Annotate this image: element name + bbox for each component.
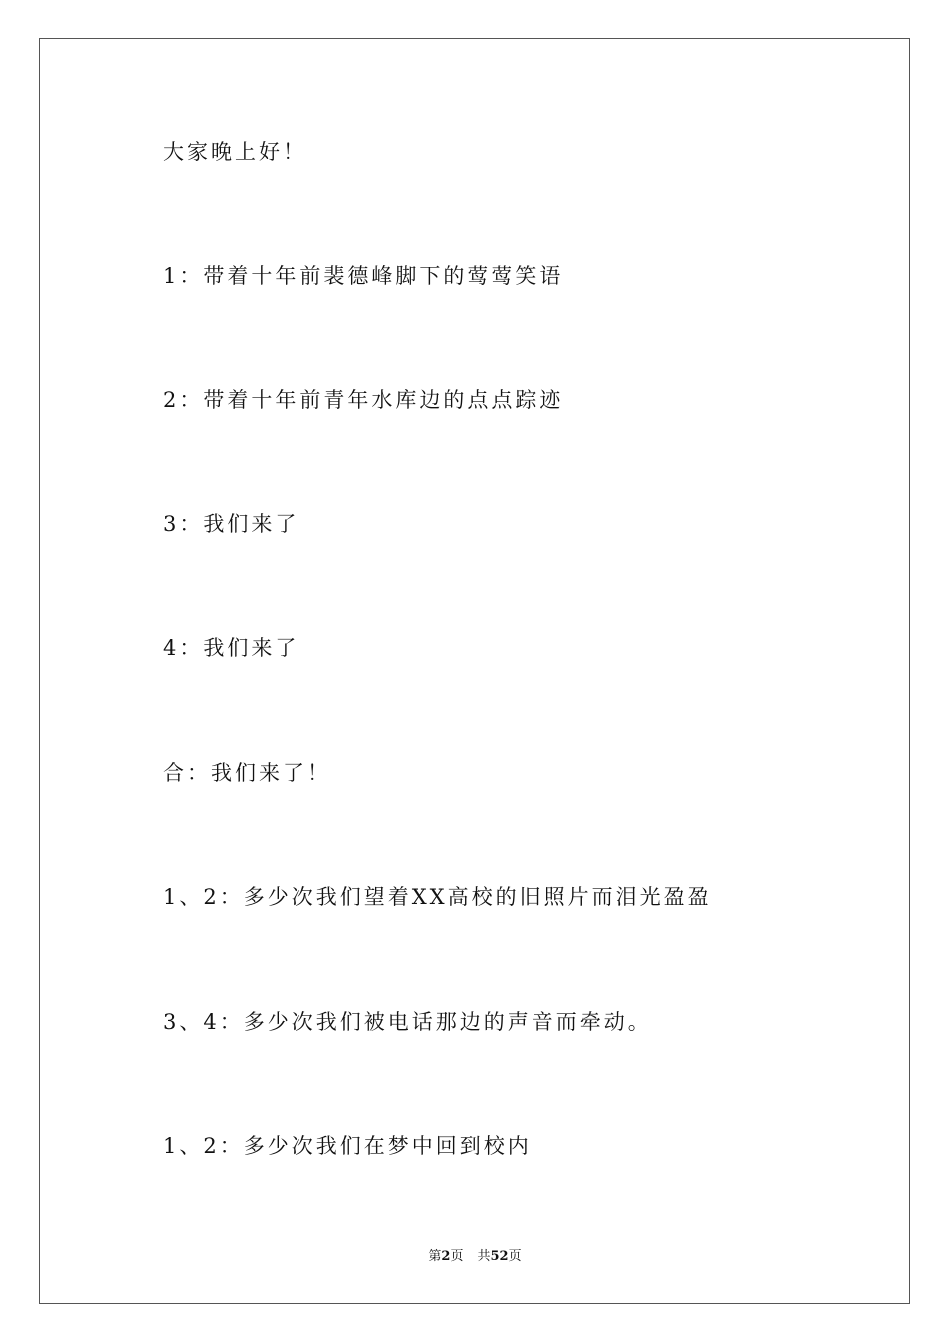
text-line-1: 1：带着十年前裴德峰脚下的莺莺笑语 [163, 264, 564, 288]
text-line-3: 3：我们来了 [163, 512, 300, 536]
text-line-7: 3、4：多少次我们被电话那边的声音而牵动。 [163, 1010, 652, 1034]
footer-page-prefix: 第 [428, 1249, 442, 1264]
page-frame [39, 38, 910, 1304]
footer-page-total: 52 [490, 1249, 509, 1264]
text-line-8: 1、2：多少次我们在梦中回到校内 [163, 1134, 532, 1158]
text-line-4: 4：我们来了 [163, 636, 300, 660]
text-line-greeting: 大家晚上好！ [163, 140, 307, 164]
footer-total-suffix: 页 [508, 1249, 522, 1264]
page-footer [0, 1248, 950, 1266]
footer-page-current: 2 [441, 1249, 451, 1264]
text-line-2: 2：带着十年前青年水库边的点点踪迹 [163, 388, 564, 412]
text-line-6: 1、2：多少次我们望着XX高校的旧照片而泪光盈盈 [163, 885, 712, 909]
text-line-5: 合：我们来了！ [163, 761, 331, 785]
footer-page-suffix: 页 [450, 1249, 464, 1264]
footer-total-prefix: 共 [477, 1249, 491, 1264]
